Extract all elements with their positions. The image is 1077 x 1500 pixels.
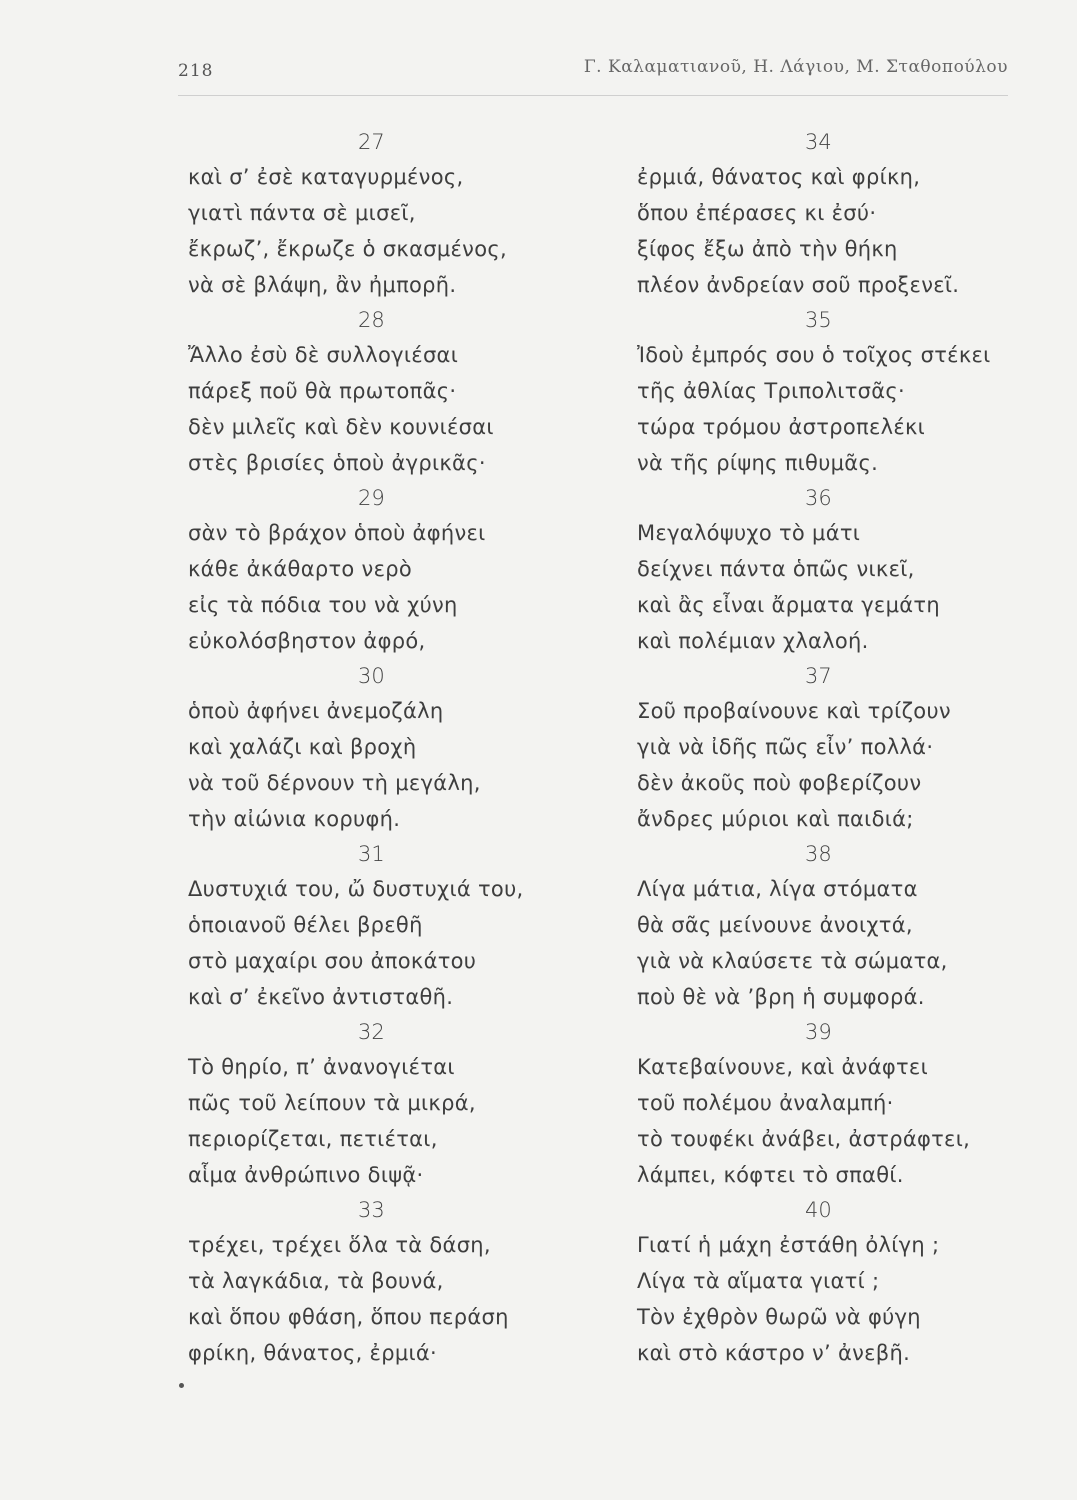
stanza-number: 36 [805,486,832,510]
verse-line: Κατεβαίνουνε, καὶ ἀνάφτει [637,1055,928,1079]
stanza [186,659,586,837]
stanza-number: 27 [358,130,385,154]
verse-line: φρίκη, θάνατος, ἐρμιά· [188,1341,438,1365]
verse-line: δὲν μιλεῖς καὶ δὲν κουνιέσαι [188,415,494,439]
verse-line: καὶ χαλάζι καὶ βροχὴ [188,735,417,759]
verse-line: σὰν τὸ βράχον ὁποὺ ἀφήνει [188,521,486,545]
verse-line: πλέον ἀνδρείαν σοῦ προξενεῖ. [637,273,960,297]
verse-line: Δυστυχιά του, ὤ δυστυχιά του, [188,877,524,901]
verse-line: ξίφος ἔξω ἀπὸ τὴν θήκη [637,237,898,261]
stanza [637,125,1037,303]
verse-line: νὰ σὲ βλάψη, ἂν ἠμπορῆ. [188,273,457,297]
verse-line: τὸ τουφέκι ἀνάβει, ἀστράφτει, [637,1127,971,1151]
verse-line: Λίγα μάτια, λίγα στόματα [637,877,918,901]
stanza-number: 39 [805,1020,832,1044]
verse-line: ποὺ θὲ νὰ ’βρη ἡ συμφορά. [637,985,925,1009]
verse-line: τὴν αἰώνια κορυφή. [188,807,401,831]
stanza-number: 28 [358,308,385,332]
stanza [186,303,586,481]
verse-line: νὰ τῆς ρίψης πιθυμᾶς. [637,451,879,475]
verse-line: Τὸν ἐχθρὸν θωρῶ νὰ φύγη [637,1305,921,1329]
stanza-number: 30 [358,664,385,688]
verse-line: Λίγα τὰ αἵματα γιατί ; [637,1269,880,1293]
verse-line: Σοῦ προβαίνουνε καὶ τρίζουν [637,699,951,723]
left-poem-column [186,125,586,1371]
verse-line: αἷμα ἀνθρώπινο διψᾷ· [188,1163,424,1187]
stanza-number: 33 [358,1198,385,1222]
stanza-number: 31 [358,842,385,866]
stanza [637,1015,1037,1193]
verse-line: τρέχει, τρέχει ὅλα τὰ δάση, [188,1233,491,1257]
stanza-number: 29 [358,486,385,510]
page-number: 218 [178,61,214,81]
verse-line: καὶ στὸ κάστρο ν’ ἀνεβῆ. [637,1341,911,1365]
verse-line: δείχνει πάντα ὁπῶς νικεῖ, [637,557,915,581]
stanza [186,481,586,659]
verse-line: νὰ τοῦ δέρνουν τὴ μεγάλη, [188,771,481,795]
verse-line: Ἄλλο ἐσὺ δὲ συλλογιέσαι [188,343,459,367]
verse-line: Ἰδοὺ ἐμπρός σου ὁ τοῖχος στέκει [637,343,991,367]
verse-line: λάμπει, κόφτει τὸ σπαθί. [637,1163,904,1187]
stanza-number: 32 [358,1020,385,1044]
stanza [186,1193,586,1371]
verse-line: ἐρμιά, θάνατος καὶ φρίκη, [637,165,921,189]
verse-line: Μεγαλόψυχο τὸ μάτι [637,521,861,545]
stanza [186,1015,586,1193]
verse-line: Γιατί ἡ μάχη ἐστάθη ὀλίγη ; [637,1233,940,1257]
stanza [637,659,1037,837]
verse-line: εἰς τὰ πόδια του νὰ χύνη [188,593,458,617]
stanza [637,837,1037,1015]
verse-line: περιορίζεται, πετιέται, [188,1127,438,1151]
page-header [178,55,1008,96]
verse-line: πῶς τοῦ λείπουν τὰ μικρά, [188,1091,476,1115]
verse-line: ὁποὺ ἀφήνει ἀνεμοζάλη [188,699,444,723]
stanza-number: 38 [805,842,832,866]
stanza [637,1193,1037,1371]
verse-line: τῆς ἀθλίας Τριπολιτσᾶς· [637,379,906,403]
stanza-number: 37 [805,664,832,688]
verse-line: ἔκρωζ’, ἔκρωζε ὁ σκασμένος, [188,237,507,261]
verse-line: τώρα τρόμου ἀστροπελέκι [637,415,926,439]
running-head: Γ. Καλαματιανοῦ, Η. Λάγιου, Μ. Σταθοπούλου [583,57,1008,77]
verse-line: στὸ μαχαίρι σου ἀποκάτου [188,949,477,973]
verse-line: ὁποιανοῦ θέλει βρεθῆ [188,913,423,937]
right-poem-column [637,125,1037,1371]
verse-line: γιατὶ πάντα σὲ μισεῖ, [188,201,416,225]
verse-line: Τὸ θηρίο, π’ ἀνανογιέται [188,1055,455,1079]
ink-speck [179,1383,184,1388]
verse-line: γιὰ νὰ ἰδῆς πῶς εἶν’ πολλά· [637,735,934,759]
stanza [186,837,586,1015]
verse-line: καὶ ὅπου φθάση, ὅπου περάση [188,1305,509,1329]
verse-line: ἄνδρες μύριοι καὶ παιδιά; [637,807,914,831]
verse-line: δὲν ἀκοῦς ποὺ φοβερίζουν [637,771,922,795]
stanza [186,125,586,303]
verse-line: γιὰ νὰ κλαύσετε τὰ σώματα, [637,949,948,973]
verse-line: θὰ σᾶς μείνουνε ἀνοιχτά, [637,913,913,937]
stanza-number: 35 [805,308,832,332]
stanza [637,481,1037,659]
stanza [637,303,1037,481]
verse-line: ὅπου ἐπέρασες κι ἐσύ· [637,201,877,225]
stanza-number: 40 [805,1198,832,1222]
stanza-number: 34 [805,130,832,154]
verse-line: τὰ λαγκάδια, τὰ βουνά, [188,1269,444,1293]
verse-line: τοῦ πολέμου ἀναλαμπή· [637,1091,894,1115]
verse-line: στὲς βρισίες ὁποὺ ἀγρικᾶς· [188,451,486,475]
verse-line: πάρεξ ποῦ θὰ πρωτοπᾶς· [188,379,457,403]
verse-line: καὶ σ’ ἐσὲ καταγυρμένος, [188,165,464,189]
verse-line: εὐκολόσβηστον ἀφρό, [188,629,426,653]
verse-line: καὶ σ’ ἐκεῖνο ἀντισταθῆ. [188,985,454,1009]
verse-line: καὶ ἂς εἶναι ἄρματα γεμάτη [637,593,940,617]
verse-line: καὶ πολέμιαν χλαλοή. [637,629,869,653]
verse-line: κάθε ἀκάθαρτο νερὸ [188,557,413,581]
